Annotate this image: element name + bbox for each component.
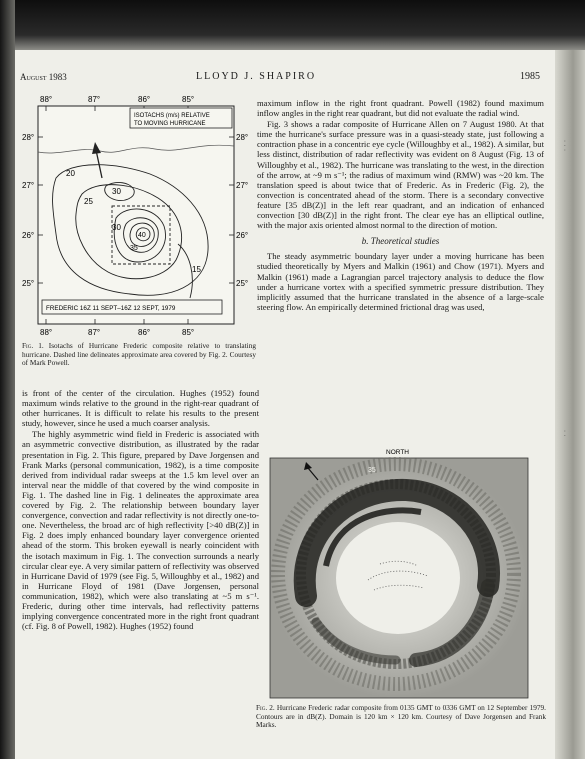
running-header (20, 72, 540, 86)
fig1-contour-label-35: 35 (130, 245, 138, 252)
figure-1-isotach-map (20, 94, 252, 339)
left-paragraph-2: The highly asymmetric wind field in Frederic is associated with an asymmetric convective distribution, as illustrated by the radar presentation in Fig. 2. This figure, prepared by Dave Jorgensen and Frank Marks (personal communication, 1982), is a time composite derived from individual radar sweeps at the 1.5 km level over an interval near the middle of that covered by the wind composite in Fig. 1. The dashed line in Fig. 1 delineates the approximate area covered by Fig. 2. The relationship between boundary layer convergence, convection and radar reflectivity is not directly one-to-one. Nevertheless, the broad arc of high reflectivity [>40 dB(Z)] in Fig. 2 does imply enhanced boundary layer convergence oriented ahead of the storm. This broken eyewall is nearly coincident with the isotach maximum in Fig. 1. The convection surrounds a nearly circular clear eye. A very similar pattern of reflectivity was observed in Hurricane David of 1979 (see Fig. 5, Willoughby et al., 1982) and in Hurricane Floyd of 1981 (Dave Jorgensen, personal communication, 1982), which were also translating at ~5 m s⁻¹. Frederic, during other time intervals, had reflectivity patterns implying convergence concentrated more in the right front quadrant (cf. Fig. 8 of Powell, 1982). Hughes (1952) found (22, 429, 259, 632)
figure-2-radar-composite (256, 446, 546, 702)
fig1-lat-left-3: 25° (22, 279, 35, 288)
figure-1-caption-text: Isotachs of Hurricane Frederic composite relative to translating hurricane. Dashed line delineates approximate area covered by Fig. 2. Courtesy of Mark Powell. (22, 341, 256, 368)
scan-right-margin: · · · · · (555, 50, 585, 759)
fig1-lon-bottom-1: 87° (88, 328, 101, 337)
header-date: August 1983 (20, 72, 67, 82)
figure-2-caption-text: Hurricane Frederic radar composite from 0135 GMT to 0336 GMT on 12 September 1979. Contours are in dB(Z). Domain is 120 km × 120 km. Courtesy of Dave Jorgensen and Frank Marks. (256, 703, 546, 730)
fig1-lon-top-0: 88° (40, 95, 53, 104)
fig1-contour-label-20: 20 (66, 169, 75, 178)
fig1-footer: FREDERIC 16Z 11 SEPT–16Z 12 SEPT, 1979 (46, 305, 176, 312)
fig1-lon-bottom-0: 88° (40, 328, 53, 337)
fig1-contour-label-25: 25 (84, 197, 93, 206)
left-text-column (22, 388, 259, 632)
fig1-lon-top-3: 85° (182, 95, 195, 104)
figure-2-caption (256, 704, 546, 730)
right-text-column (257, 98, 544, 313)
header-author: LLOYD J. SHAPIRO (196, 71, 317, 82)
scan-top-shadow (0, 0, 585, 50)
fig1-lat-right-1: 27° (236, 181, 249, 190)
figure-2-caption-label: Fig. 2. (256, 703, 275, 712)
right-paragraph-3: The steady asymmetric boundary layer under a moving hurricane has been studied theoretically by Myers and Malkin (1961) and Chow (1971). Myers and Malkin (1961) made a Lagrangian parcel trajectory analysis to deduce the flow under a hurricane vortex with a specified symmetric pressure distribution. They implicitly assumed that the hurricane translated in the absence of a large-scale steering flow. An empirically determined frictional drag was used, (257, 251, 544, 312)
fig2-north-label: NORTH (386, 449, 409, 456)
scan-left-shadow (0, 0, 15, 759)
fig1-lat-right-2: 26° (236, 231, 249, 240)
fig1-lat-right-0: 28° (236, 133, 249, 142)
page-number: 1985 (520, 71, 540, 82)
section-heading: b. Theoretical studies (361, 236, 440, 247)
left-paragraph-1: is front of the center of the circulation. Hughes (1952) found maximum winds relative to the ground in the right-rear quadrant of other hurricanes. It is difficult to relate his results to the present study, however, since he used a much coarser analysis. (22, 388, 259, 429)
fig1-lat-left-2: 26° (22, 231, 35, 240)
fig1-contour-label-40: 40 (138, 232, 146, 239)
fig2-contour-label-35: 35 (368, 467, 376, 474)
fig1-lon-top-1: 87° (88, 95, 101, 104)
figure-1-caption (22, 342, 256, 368)
fig1-contour-label-30b: 30 (112, 223, 121, 232)
fig1-title-line1: ISOTACHS (m/s) RELATIVE (134, 113, 210, 119)
fig1-lon-bottom-2: 86° (138, 328, 151, 337)
right-paragraph-2: Fig. 3 shows a radar composite of Hurricane Allen on 7 August 1980. At that time the hurricane's surface pressure was in a quasi-steady state, just following a contraction phase in a concentric eye cycle (Willoughby et al., 1982). A similar, but less distinct, distribution of radar reflectivity was evident on 8 August (Fig. 13 of Willoughby et al., 1982). The hurricane was translating to the west, in the direction of the arrow, at ~9 m s⁻¹; the radius of maximum wind (RMW) was ~20 km. The translation speed is about twice that of Frederic. As in Frederic (Fig. 2), the convection is concentrated ahead of the storm. There is a secondary convective feature [35 dB(Z)] in the left rear quadrant, and an indication of enhanced convection [30 dB(Z)] in the right front. The clear eye has an elliptical outline, with the major axis oriented almost normal to the direction of motion. (257, 119, 544, 231)
figure-1-caption-label: Fig. 1. (22, 341, 44, 350)
right-paragraph-1: maximum inflow in the right front quadrant. Powell (1982) found maximum inflow angles in the right rear quadrant, but did not evaluate the radial wind. (257, 98, 544, 119)
fig1-lat-left-0: 28° (22, 133, 35, 142)
fig1-title-line2: TO MOVING HURRICANE (134, 121, 206, 127)
fig1-contour-label-30a: 30 (112, 187, 121, 196)
fig1-lon-bottom-3: 85° (182, 328, 195, 337)
fig1-lat-left-1: 27° (22, 181, 35, 190)
fig1-lon-top-2: 86° (138, 95, 151, 104)
fig1-lat-right-3: 25° (236, 279, 249, 288)
fig1-contour-label-15: 15 (192, 265, 201, 274)
